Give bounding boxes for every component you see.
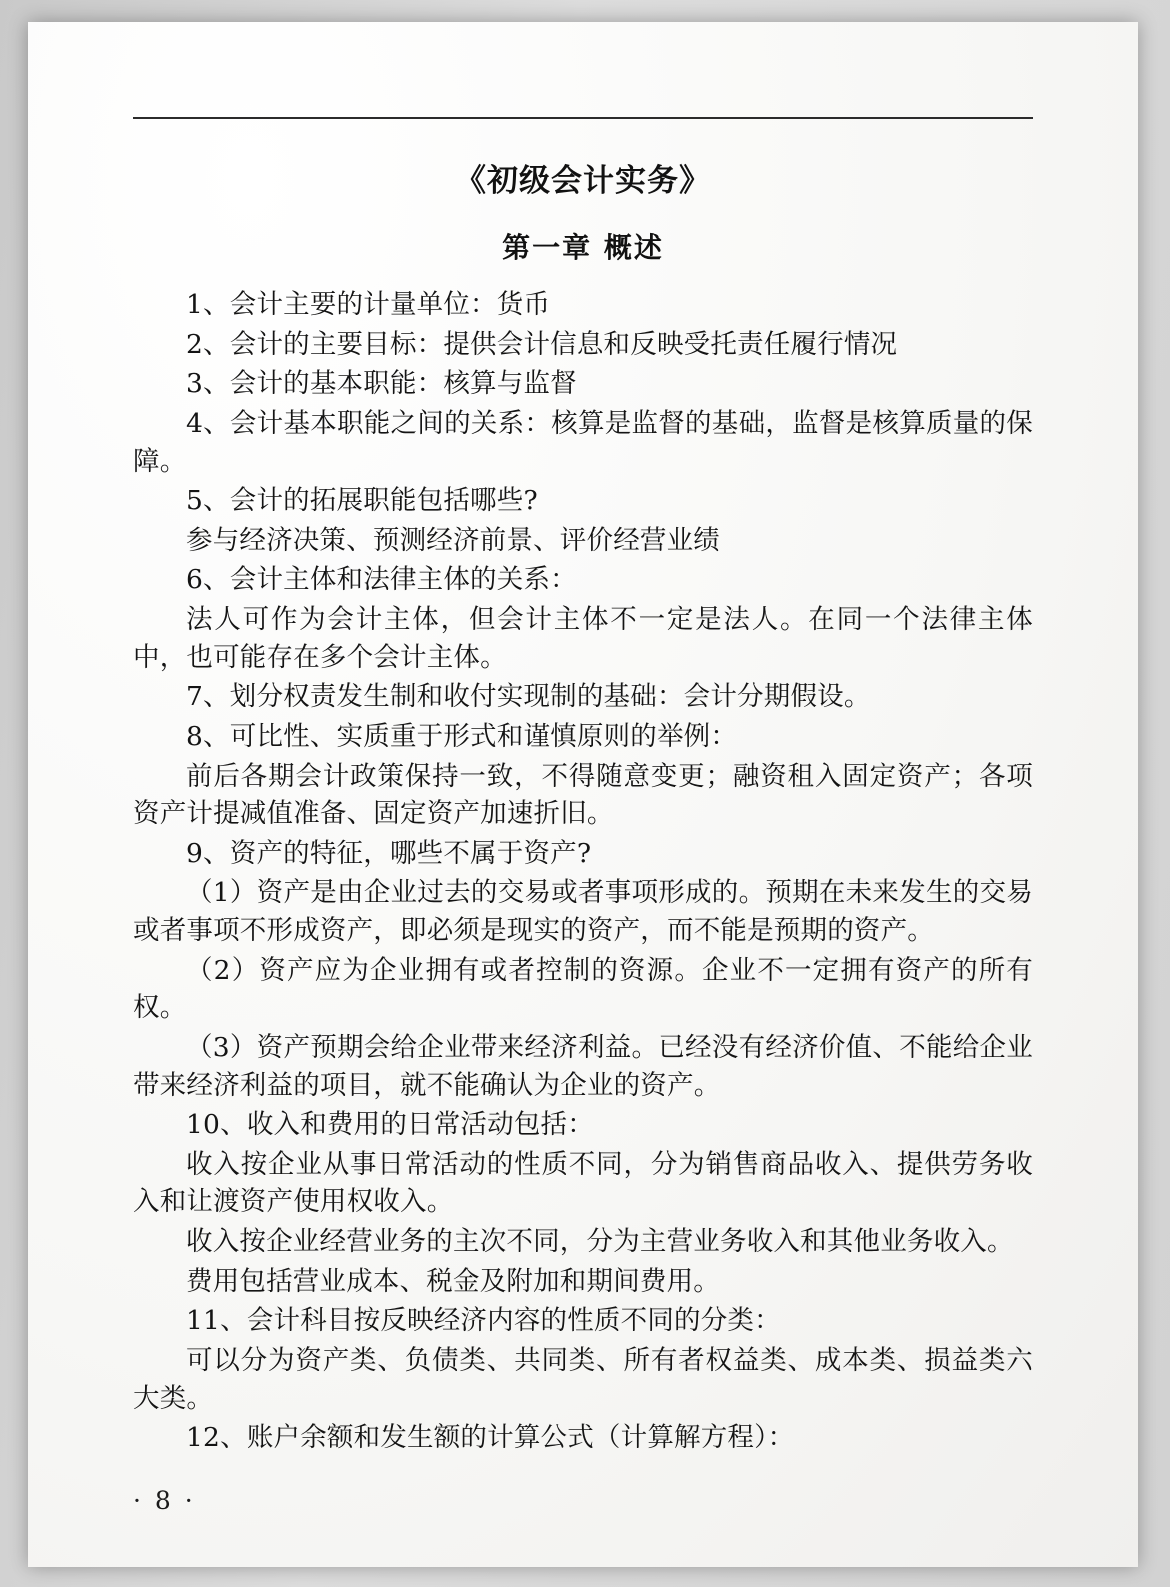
page-number: · 8 · [133, 1486, 196, 1515]
book-title: 《初级会计实务》 [455, 163, 711, 199]
paragraph: 3、会计的基本职能：核算与监督 [186, 368, 577, 400]
paragraph: 法人可作为会计主体，但会计主体不一定是法人。在同一个法律主体中，也可能存在多个会计主体。 [133, 604, 1033, 673]
paragraph: （1）资产是由企业过去的交易或者事项形成的。预期在未来发生的交易或者事项不形成资产，即必须是现实的资产，而不能是预期的资产。 [133, 877, 1033, 946]
paragraph: 7、划分权责发生制和收付实现制的基础：会计分期假设。 [186, 681, 871, 713]
paragraph: 2、会计的主要目标：提供会计信息和反映受托责任履行情况 [186, 328, 898, 360]
header-rule [133, 117, 1033, 119]
paragraph: 9、资产的特征，哪些不属于资产? [186, 837, 592, 869]
page-content [133, 117, 1033, 1459]
paragraph: 收入按企业从事日常活动的性质不同，分为销售商品收入、提供劳务收入和让渡资产使用权收入。 [133, 1148, 1033, 1218]
chapter-title: 第一章 概述 [502, 231, 664, 264]
paragraph: 收入按企业经营业务的主次不同，分为主营业务收入和其他业务收入。 [186, 1226, 1014, 1257]
document-page [28, 22, 1138, 1567]
paragraph: （3）资产预期会给企业带来经济利益。已经没有经济价值、不能给企业带来经济利益的项目，就不能确认为企业的资产。 [133, 1031, 1033, 1101]
paragraph: 1、会计主要的计量单位：货币 [186, 289, 551, 320]
paragraph: （2）资产应为企业拥有或者控制的资源。企业不一定拥有资产的所有权。 [133, 954, 1033, 1024]
paragraph: 前后各期会计政策保持一致，不得随意变更；融资租入固定资产；各项资产计提减值准备、固定资产加速折旧。 [133, 760, 1033, 830]
paragraph: 参与经济决策、预测经济前景、评价经营业绩 [186, 524, 720, 556]
paragraph: 10、收入和费用的日常活动包括： [186, 1109, 594, 1141]
paragraph: 12、账户余额和发生额的计算公式（计算解方程）： [186, 1422, 795, 1454]
paragraph: 费用包括营业成本、税金及附加和期间费用。 [186, 1265, 720, 1297]
paragraph: 4、会计基本职能之间的关系：核算是监督的基础，监督是核算质量的保障。 [133, 407, 1033, 477]
paragraph: 5、会计的拓展职能包括哪些? [186, 485, 538, 517]
paragraph: 8、可比性、实质重于形式和谨慎原则的举例： [186, 720, 738, 752]
paragraph: 可以分为资产类、负债类、共同类、所有者权益类、成本类、损益类六大类。 [133, 1344, 1033, 1414]
paragraph: 6、会计主体和法律主体的关系： [186, 564, 577, 596]
paragraph: 11、会计科目按反映经济内容的性质不同的分类： [186, 1305, 781, 1337]
